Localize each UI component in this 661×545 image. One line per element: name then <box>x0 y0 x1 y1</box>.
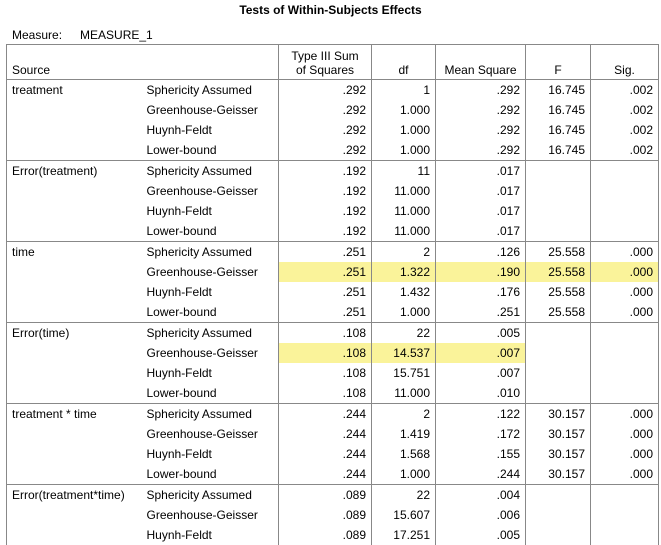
ss-cell: .251 <box>279 262 372 282</box>
correction-cell: Greenhouse-Geisser <box>142 424 279 444</box>
correction-cell: Sphericity Assumed <box>142 80 279 101</box>
table-row <box>7 505 659 525</box>
f-cell <box>526 161 591 182</box>
f-cell: 16.745 <box>526 100 591 120</box>
header-row <box>7 45 659 80</box>
sig-cell: .000 <box>591 302 659 323</box>
header-mean-square: Mean Square <box>436 45 526 80</box>
ms-cell: .005 <box>436 323 526 344</box>
sig-cell <box>591 181 659 201</box>
within-subjects-effects-table <box>6 44 659 545</box>
sig-cell: .000 <box>591 404 659 425</box>
table-body <box>7 80 659 545</box>
source-cell <box>7 363 142 383</box>
correction-cell: Lower-bound <box>142 302 279 323</box>
correction-cell: Sphericity Assumed <box>142 242 279 263</box>
df-cell: 22 <box>372 323 436 344</box>
ms-cell: .007 <box>436 343 526 363</box>
source-cell: Error(treatment*time) <box>7 485 142 506</box>
ms-cell: .292 <box>436 100 526 120</box>
df-cell: 14.537 <box>372 343 436 363</box>
correction-cell: Huynh-Feldt <box>142 363 279 383</box>
f-cell: 25.558 <box>526 262 591 282</box>
table-row <box>7 282 659 302</box>
ss-cell: .089 <box>279 485 372 506</box>
ms-cell: .190 <box>436 262 526 282</box>
df-cell: 15.607 <box>372 505 436 525</box>
ss-cell: .251 <box>279 242 372 263</box>
f-cell: 16.745 <box>526 80 591 101</box>
correction-cell: Huynh-Feldt <box>142 120 279 140</box>
correction-cell: Sphericity Assumed <box>142 323 279 344</box>
ms-cell: .176 <box>436 282 526 302</box>
ms-cell: .292 <box>436 140 526 161</box>
measure-line <box>12 28 153 42</box>
header-ss-line1: Type III Sum <box>291 49 358 63</box>
correction-cell: Huynh-Feldt <box>142 282 279 302</box>
f-cell: 25.558 <box>526 242 591 263</box>
header-sig: Sig. <box>591 45 659 80</box>
f-cell <box>526 221 591 242</box>
ss-cell: .089 <box>279 505 372 525</box>
source-cell <box>7 302 142 323</box>
source-cell <box>7 282 142 302</box>
source-cell <box>7 464 142 485</box>
source-cell <box>7 181 142 201</box>
ss-cell: .192 <box>279 181 372 201</box>
ms-cell: .004 <box>436 485 526 506</box>
source-cell: treatment <box>7 80 142 101</box>
df-cell: 1.568 <box>372 444 436 464</box>
source-cell: Error(treatment) <box>7 161 142 182</box>
f-cell: 16.745 <box>526 140 591 161</box>
table-row <box>7 181 659 201</box>
correction-cell: Sphericity Assumed <box>142 404 279 425</box>
sig-cell <box>591 525 659 545</box>
table-row <box>7 80 659 101</box>
correction-cell: Greenhouse-Geisser <box>142 262 279 282</box>
df-cell: 11 <box>372 161 436 182</box>
ss-cell: .292 <box>279 120 372 140</box>
source-cell <box>7 343 142 363</box>
header-source: Source <box>7 45 142 80</box>
ms-cell: .007 <box>436 363 526 383</box>
df-cell: 1.000 <box>372 140 436 161</box>
ms-cell: .251 <box>436 302 526 323</box>
table-row <box>7 242 659 263</box>
ss-cell: .192 <box>279 221 372 242</box>
f-cell: 16.745 <box>526 120 591 140</box>
sig-cell: .000 <box>591 262 659 282</box>
ss-cell: .244 <box>279 424 372 444</box>
ss-cell: .244 <box>279 404 372 425</box>
df-cell: 22 <box>372 485 436 506</box>
source-cell <box>7 525 142 545</box>
df-cell: 11.000 <box>372 383 436 404</box>
table-row <box>7 363 659 383</box>
ms-cell: .005 <box>436 525 526 545</box>
ss-cell: .108 <box>279 343 372 363</box>
sig-cell <box>591 201 659 221</box>
correction-cell: Greenhouse-Geisser <box>142 505 279 525</box>
ms-cell: .017 <box>436 201 526 221</box>
ss-cell: .292 <box>279 100 372 120</box>
sig-cell: .002 <box>591 120 659 140</box>
correction-cell: Lower-bound <box>142 221 279 242</box>
source-cell: treatment * time <box>7 404 142 425</box>
table-row <box>7 525 659 545</box>
ss-cell: .108 <box>279 323 372 344</box>
sig-cell: .002 <box>591 140 659 161</box>
table-row <box>7 201 659 221</box>
correction-cell: Lower-bound <box>142 140 279 161</box>
source-cell <box>7 100 142 120</box>
f-cell <box>526 201 591 221</box>
f-cell <box>526 525 591 545</box>
ss-cell: .192 <box>279 201 372 221</box>
ms-cell: .126 <box>436 242 526 263</box>
f-cell: 30.157 <box>526 404 591 425</box>
df-cell: 15.751 <box>372 363 436 383</box>
ss-cell: .108 <box>279 363 372 383</box>
correction-cell: Sphericity Assumed <box>142 485 279 506</box>
correction-cell: Sphericity Assumed <box>142 161 279 182</box>
df-cell: 11.000 <box>372 201 436 221</box>
ss-cell: .251 <box>279 282 372 302</box>
source-cell <box>7 140 142 161</box>
source-cell: time <box>7 242 142 263</box>
ms-cell: .017 <box>436 181 526 201</box>
sig-cell: .000 <box>591 464 659 485</box>
sig-cell: .000 <box>591 242 659 263</box>
sig-cell <box>591 383 659 404</box>
ss-cell: .192 <box>279 161 372 182</box>
table-row <box>7 100 659 120</box>
df-cell: 2 <box>372 404 436 425</box>
ms-cell: .172 <box>436 424 526 444</box>
correction-cell: Huynh-Feldt <box>142 444 279 464</box>
ss-cell: .251 <box>279 302 372 323</box>
ss-cell: .244 <box>279 444 372 464</box>
df-cell: 17.251 <box>372 525 436 545</box>
table-title: Tests of Within-Subjects Effects <box>0 3 661 17</box>
table-row <box>7 383 659 404</box>
ms-cell: .244 <box>436 464 526 485</box>
f-cell <box>526 383 591 404</box>
ss-cell: .292 <box>279 80 372 101</box>
source-cell <box>7 120 142 140</box>
header-df: df <box>372 45 436 80</box>
sig-cell: .000 <box>591 424 659 444</box>
sig-cell <box>591 505 659 525</box>
sig-cell <box>591 485 659 506</box>
table-row <box>7 120 659 140</box>
f-cell <box>526 181 591 201</box>
table-row <box>7 404 659 425</box>
f-cell <box>526 343 591 363</box>
correction-cell: Lower-bound <box>142 464 279 485</box>
source-cell <box>7 221 142 242</box>
sig-cell: .000 <box>591 444 659 464</box>
table-row <box>7 424 659 444</box>
ss-cell: .089 <box>279 525 372 545</box>
correction-cell: Greenhouse-Geisser <box>142 343 279 363</box>
ms-cell: .017 <box>436 221 526 242</box>
source-cell <box>7 262 142 282</box>
df-cell: 1.000 <box>372 464 436 485</box>
f-cell: 30.157 <box>526 424 591 444</box>
table-row <box>7 343 659 363</box>
measure-label: Measure: <box>12 28 62 42</box>
source-cell: Error(time) <box>7 323 142 344</box>
source-cell <box>7 424 142 444</box>
sig-cell <box>591 323 659 344</box>
ms-cell: .006 <box>436 505 526 525</box>
df-cell: 1.322 <box>372 262 436 282</box>
table-row <box>7 323 659 344</box>
sig-cell: .002 <box>591 100 659 120</box>
table-row <box>7 485 659 506</box>
df-cell: 1.419 <box>372 424 436 444</box>
header-sum-of-squares <box>279 45 372 80</box>
source-cell <box>7 505 142 525</box>
table-row <box>7 140 659 161</box>
sig-cell <box>591 221 659 242</box>
df-cell: 11.000 <box>372 221 436 242</box>
correction-cell: Greenhouse-Geisser <box>142 181 279 201</box>
f-cell: 25.558 <box>526 282 591 302</box>
source-cell <box>7 383 142 404</box>
sig-cell: .002 <box>591 80 659 101</box>
correction-cell: Huynh-Feldt <box>142 201 279 221</box>
ms-cell: .155 <box>436 444 526 464</box>
table-row <box>7 302 659 323</box>
df-cell: 1 <box>372 80 436 101</box>
correction-cell: Greenhouse-Geisser <box>142 100 279 120</box>
table-row <box>7 262 659 282</box>
sig-cell <box>591 363 659 383</box>
df-cell: 1.000 <box>372 120 436 140</box>
df-cell: 1.432 <box>372 282 436 302</box>
table-row <box>7 161 659 182</box>
source-cell <box>7 201 142 221</box>
ms-cell: .292 <box>436 80 526 101</box>
f-cell <box>526 323 591 344</box>
f-cell: 30.157 <box>526 444 591 464</box>
df-cell: 1.000 <box>372 100 436 120</box>
header-ss-line2: of Squares <box>296 63 354 77</box>
sig-cell <box>591 161 659 182</box>
sig-cell <box>591 343 659 363</box>
ss-cell: .244 <box>279 464 372 485</box>
measure-value: MEASURE_1 <box>80 28 153 42</box>
df-cell: 11.000 <box>372 181 436 201</box>
f-cell: 25.558 <box>526 302 591 323</box>
header-correction <box>142 45 279 80</box>
sig-cell: .000 <box>591 282 659 302</box>
df-cell: 2 <box>372 242 436 263</box>
source-cell <box>7 444 142 464</box>
table-row <box>7 464 659 485</box>
ms-cell: .292 <box>436 120 526 140</box>
f-cell <box>526 363 591 383</box>
f-cell <box>526 505 591 525</box>
table-row <box>7 221 659 242</box>
ms-cell: .017 <box>436 161 526 182</box>
header-f: F <box>526 45 591 80</box>
ss-cell: .108 <box>279 383 372 404</box>
f-cell: 30.157 <box>526 464 591 485</box>
table-row <box>7 444 659 464</box>
ss-cell: .292 <box>279 140 372 161</box>
ms-cell: .122 <box>436 404 526 425</box>
correction-cell: Lower-bound <box>142 383 279 404</box>
f-cell <box>526 485 591 506</box>
correction-cell: Huynh-Feldt <box>142 525 279 545</box>
df-cell: 1.000 <box>372 302 436 323</box>
ms-cell: .010 <box>436 383 526 404</box>
